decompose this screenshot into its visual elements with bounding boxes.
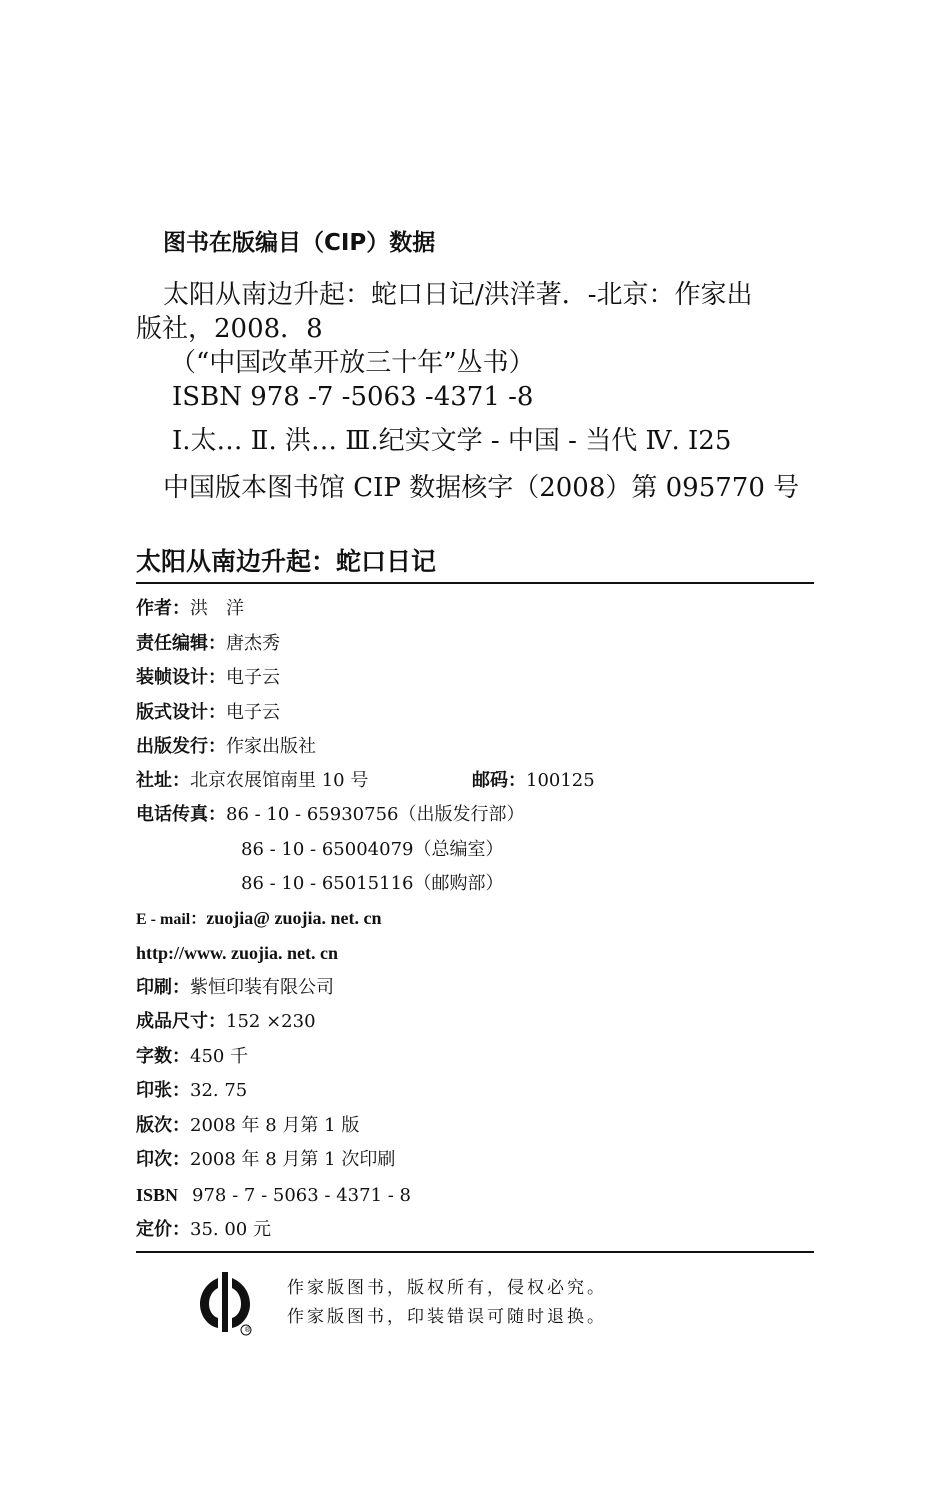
words-value: 450 千 [190,1046,249,1067]
cip-line-3: （“中国改革开放三十年”丛书） [170,348,535,378]
publisher-row [136,735,316,759]
publisher-label: 出版发行： [136,736,226,757]
email-value: zuojia@ zuojia. net. cn [206,908,382,928]
website-row [136,941,338,966]
cip-line-1: 太阳从南边升起：蛇口日记/洪洋著．-北京：作家出 [163,280,753,310]
words-label: 字数： [136,1046,190,1067]
price-value: 35. 00 元 [190,1219,271,1240]
edition-label: 版次： [136,1115,190,1136]
phone-row-2 [241,838,503,862]
edition-row [136,1114,359,1138]
price-label: 定价： [136,1219,190,1240]
size-label: 成品尺寸： [136,1011,226,1032]
email-row [136,906,381,932]
title-rule [136,582,814,584]
printer-row [136,976,334,1000]
sheets-label: 印张： [136,1080,190,1101]
editor-value: 唐杰秀 [226,633,280,654]
printer-label: 印刷： [136,977,190,998]
phone-value-3: 86 - 10 - 65015116（邮购部） [241,873,504,894]
cip-heading: 图书在版编目（CIP）数据 [163,230,436,256]
cip-line-5: Ⅰ.太… Ⅱ. 洪… Ⅲ.纪实文学 - 中国 - 当代 Ⅳ. I25 [172,426,732,456]
author-label: 作者： [136,598,190,619]
layout-value: 电子云 [226,702,280,723]
sheets-row [136,1079,247,1103]
printing-value: 2008 年 8 月第 1 次印刷 [190,1149,396,1170]
address-row [136,769,368,793]
binding-label: 装帧设计： [136,667,226,688]
editor-row [136,632,280,656]
postcode-value: 100125 [526,770,595,791]
author-value: 洪 洋 [190,598,244,619]
author-row [136,597,244,621]
editor-label: 责任编辑： [136,633,226,654]
words-row [136,1045,248,1069]
phone-label: 电话传真： [136,804,226,825]
email-label: E - mail： [136,911,207,928]
registered-mark: ® [244,1326,251,1334]
phone-row [136,803,524,827]
footer-line-2: 作家版图书，印装错误可随时退换。 [287,1307,607,1327]
book-title: 太阳从南边升起：蛇口日记 [136,547,437,576]
price-row [136,1218,271,1242]
phone-value-2: 86 - 10 - 65004079（总编室） [241,839,504,860]
publisher-value: 作家出版社 [226,736,316,757]
website-value: http://www. zuojia. net. cn [136,943,338,963]
binding-value: 电子云 [226,667,280,688]
bottom-rule [136,1251,814,1253]
edition-value: 2008 年 8 月第 1 版 [190,1115,360,1136]
cip-line-2: 版社，2008．8 [136,314,323,344]
cip-line-6: 中国版本图书馆 CIP 数据核字（2008）第 095770 号 [163,473,800,503]
phone-row-3 [241,872,503,896]
isbn-row [136,1183,411,1208]
isbn-label: ISBN [136,1185,179,1205]
binding-row [136,666,280,690]
address-value: 北京农展馆南里 10 号 [190,770,369,791]
address-label: 社址： [136,770,190,791]
postcode-label: 邮码： [472,770,526,791]
size-row [136,1010,316,1034]
printing-row [136,1148,395,1172]
phone-value-1: 86 - 10 - 65930756（出版发行部） [226,804,525,825]
isbn-value: 978 - 7 - 5063 - 4371 - 8 [192,1185,412,1206]
printing-label: 印次： [136,1149,190,1170]
layout-label: 版式设计： [136,702,226,723]
footer-line-1: 作家版图书，版权所有，侵权必究。 [287,1278,607,1298]
cip-line-4: ISBN 978 -7 -5063 -4371 -8 [172,382,534,412]
sheets-value: 32. 75 [190,1080,248,1101]
layout-row [136,701,280,725]
postcode-row [472,769,595,793]
printer-value: 紫恒印装有限公司 [190,977,334,998]
size-value: 152 ×230 [226,1011,316,1032]
